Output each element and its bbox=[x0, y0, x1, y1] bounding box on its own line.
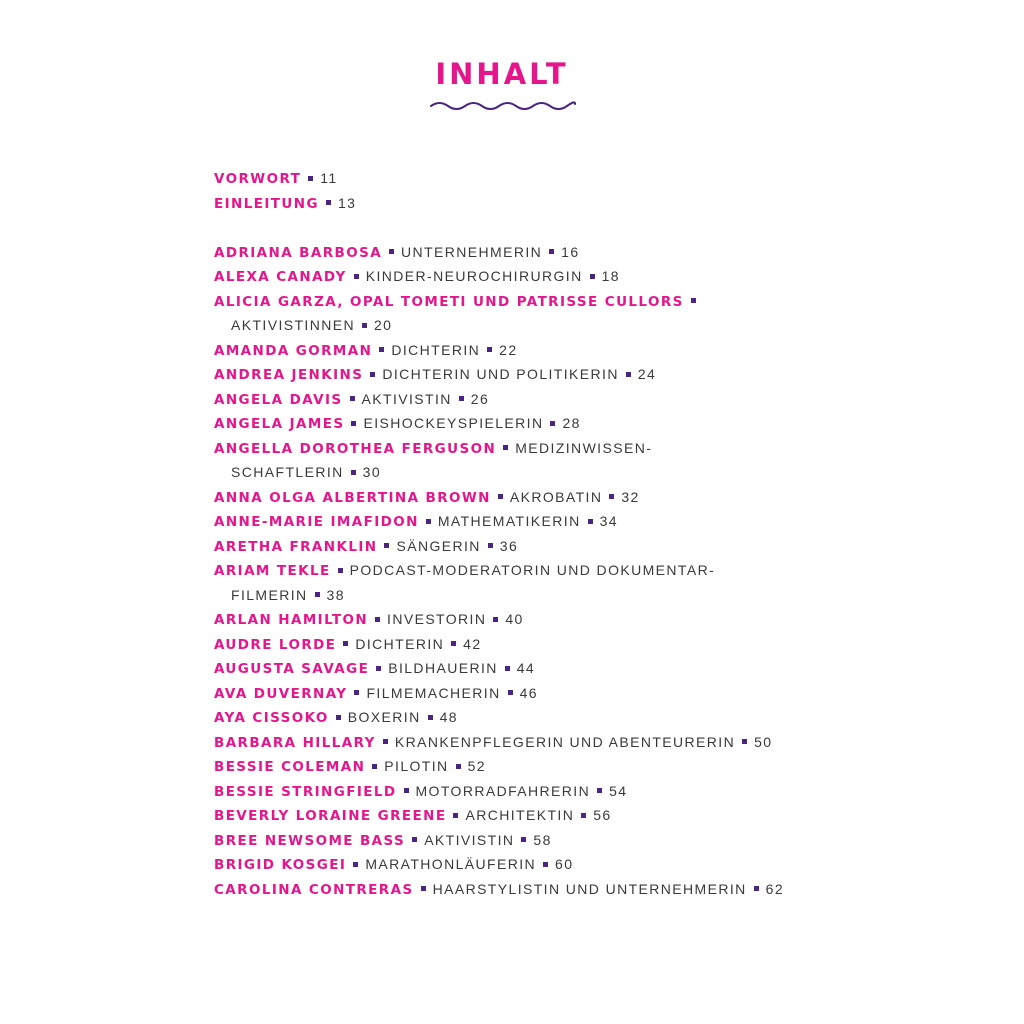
bullet-square bbox=[326, 200, 331, 205]
bullet-square bbox=[404, 788, 409, 793]
entry-name: ALEXA CANADY bbox=[214, 269, 347, 285]
entry-name: BREE NEWSOME BASS bbox=[214, 832, 406, 849]
bullet-square bbox=[338, 568, 343, 573]
entry-page: 52 bbox=[467, 758, 486, 774]
bullet-square bbox=[550, 421, 555, 426]
bullet-square bbox=[503, 445, 508, 450]
bullet-square bbox=[426, 519, 431, 524]
entry-name: ANNE-MARIE IMAFIDON bbox=[214, 514, 419, 530]
entry-page: 40 bbox=[505, 611, 524, 627]
entry-page: 56 bbox=[593, 807, 612, 823]
bullet-square bbox=[493, 617, 498, 622]
toc-entry bbox=[214, 362, 1014, 387]
bullet-square bbox=[487, 347, 492, 352]
entry-name: BESSIE COLEMAN bbox=[214, 759, 366, 775]
entry-page: 60 bbox=[555, 856, 574, 872]
bullet-square bbox=[581, 813, 586, 818]
entry-name: ADRIANA BARBOSA bbox=[214, 244, 383, 261]
bullet-square bbox=[488, 543, 493, 548]
bullet-square bbox=[521, 837, 526, 842]
toc-entry bbox=[214, 534, 1014, 559]
entry-profession: KINDER-NEUROCHIRURGIN bbox=[365, 268, 583, 284]
bullet-square bbox=[354, 690, 359, 695]
entry-page: 28 bbox=[562, 415, 581, 431]
toc-entry bbox=[214, 509, 1014, 534]
bullet-square bbox=[626, 372, 631, 377]
entry-page: 32 bbox=[621, 488, 640, 505]
entry-name: ANDREA JENKINS bbox=[214, 367, 364, 383]
toc-entry-continuation bbox=[214, 313, 1014, 338]
entry-name: ANGELLA DOROTHEA FERGUSON bbox=[214, 440, 497, 457]
entry-page: 50 bbox=[754, 733, 773, 750]
bullet-square bbox=[375, 617, 380, 622]
entry-page: 34 bbox=[599, 513, 618, 529]
bullet-square bbox=[343, 641, 348, 646]
toc-entry bbox=[214, 485, 1014, 510]
toc-entry bbox=[214, 852, 1014, 877]
toc-entry bbox=[214, 656, 1014, 681]
entry-profession: MATHEMATIKERIN bbox=[437, 513, 581, 529]
entry-name: AMANDA GORMAN bbox=[214, 342, 373, 359]
toc-entry bbox=[214, 436, 1014, 461]
entry-name: BEVERLY LORAINE GREENE bbox=[214, 808, 447, 824]
toc-entry bbox=[214, 191, 1014, 216]
bullet-square bbox=[597, 788, 602, 793]
toc-entry bbox=[214, 730, 1014, 755]
bullet-square bbox=[428, 715, 433, 720]
entry-profession: SÄNGERIN bbox=[396, 537, 481, 554]
toc-entry bbox=[214, 387, 1014, 412]
page-title: INHALT bbox=[435, 57, 569, 91]
section-gap bbox=[214, 215, 1014, 240]
entry-page: 30 bbox=[362, 464, 382, 480]
bullet-square bbox=[505, 666, 510, 671]
toc-entry bbox=[214, 338, 1014, 363]
bullet-square bbox=[588, 519, 593, 524]
entry-profession: MOTORRADFAHRERIN bbox=[415, 782, 591, 799]
entry-profession: EISHOCKEYSPIELERIN bbox=[363, 415, 544, 431]
entry-name: ARLAN HAMILTON bbox=[214, 612, 369, 628]
bullet-square bbox=[372, 764, 377, 769]
entry-profession: AKTIVISTIN bbox=[361, 390, 452, 407]
bullet-square bbox=[308, 176, 313, 181]
entry-name: ARETHA FRANKLIN bbox=[214, 538, 378, 555]
entry-name: ANNA OLGA ALBERTINA BROWN bbox=[214, 489, 491, 506]
bullet-square bbox=[336, 715, 341, 720]
bullet-square bbox=[362, 323, 367, 328]
bullet-square bbox=[451, 641, 456, 646]
entry-profession: AKROBATIN bbox=[509, 488, 603, 505]
entry-page: 16 bbox=[561, 243, 580, 260]
bullet-square bbox=[315, 592, 320, 597]
entry-profession: PILOTIN bbox=[384, 758, 449, 774]
toc-entry bbox=[214, 166, 1014, 191]
entry-page: 18 bbox=[601, 268, 620, 284]
bullet-square bbox=[549, 249, 554, 254]
toc-entry bbox=[214, 240, 1014, 265]
bullet-square bbox=[354, 274, 359, 279]
bullet-square bbox=[370, 372, 375, 377]
entry-name: AUDRE LORDE bbox=[214, 636, 337, 653]
entry-name: ARIAM TEKLE bbox=[214, 563, 331, 579]
entry-name: BARBARA HILLARY bbox=[214, 734, 376, 751]
bullet-square bbox=[590, 274, 595, 279]
bullet-square bbox=[498, 494, 503, 499]
entry-page: 58 bbox=[533, 831, 552, 848]
entry-name: AYA CISSOKO bbox=[214, 710, 329, 726]
toc-entry bbox=[214, 779, 1014, 804]
toc-entry bbox=[214, 705, 1014, 730]
toc-entry bbox=[214, 411, 1014, 436]
wavy-divider bbox=[430, 99, 576, 113]
bullet-square bbox=[754, 886, 759, 891]
entry-page: 11 bbox=[320, 170, 338, 186]
entry-profession: UNTERNEHMERIN bbox=[401, 243, 543, 260]
toc-entry bbox=[214, 289, 1014, 314]
bullet-square bbox=[384, 543, 389, 548]
entry-page: 54 bbox=[609, 782, 628, 799]
entry-profession: INVESTORIN bbox=[387, 611, 487, 627]
entry-profession: FILMEMACHERIN bbox=[366, 684, 501, 701]
bullet-square bbox=[508, 690, 513, 695]
bullet-square bbox=[543, 862, 548, 867]
entry-page: 46 bbox=[519, 684, 538, 701]
bullet-square bbox=[609, 494, 614, 499]
entry-profession: DICHTERIN UND POLITIKERIN bbox=[382, 366, 619, 382]
bullet-square bbox=[383, 739, 388, 744]
entry-profession: BOXERIN bbox=[347, 709, 421, 725]
toc-entry bbox=[214, 754, 1014, 779]
bullet-square bbox=[453, 813, 458, 818]
entry-profession: HAARSTYLISTIN UND UNTERNEHMERIN bbox=[432, 880, 747, 897]
entry-page: 22 bbox=[499, 341, 518, 358]
entry-name: AVA DUVERNAY bbox=[214, 685, 348, 702]
entry-page: 38 bbox=[326, 586, 345, 603]
bullet-square bbox=[421, 886, 426, 891]
bullet-square bbox=[376, 666, 381, 671]
toc-entry bbox=[214, 264, 1014, 289]
toc-entry bbox=[214, 607, 1014, 632]
bullet-square bbox=[456, 764, 461, 769]
entry-page: 48 bbox=[439, 709, 458, 725]
entry-profession: BILDHAUERIN bbox=[388, 660, 498, 676]
entry-page: 24 bbox=[637, 366, 657, 382]
bullet-square bbox=[412, 837, 417, 842]
bullet-square bbox=[691, 298, 696, 303]
entry-name: ANGELA DAVIS bbox=[214, 391, 343, 408]
entry-page: 13 bbox=[337, 194, 357, 211]
bullet-square bbox=[351, 421, 356, 426]
entry-profession-continued: FILMERIN bbox=[231, 586, 308, 603]
entry-name: VORWORT bbox=[214, 171, 302, 187]
entry-page: 62 bbox=[765, 880, 785, 897]
toc-entry-continuation bbox=[214, 583, 1014, 608]
bullet-square bbox=[459, 396, 464, 401]
entry-profession: ARCHITEKTIN bbox=[465, 807, 575, 823]
entry-profession: AKTIVISTIN bbox=[424, 831, 515, 848]
bullet-square bbox=[379, 347, 384, 352]
entry-name: ALICIA GARZA, OPAL TOMETI UND PATRISSE CULLORS bbox=[214, 293, 684, 310]
bullet-square bbox=[389, 249, 394, 254]
entry-profession-continued: AKTIVISTINNEN bbox=[231, 317, 355, 333]
toc-entry bbox=[214, 828, 1014, 853]
toc-entry-continuation bbox=[214, 460, 1014, 485]
entry-profession: MEDIZINWISSEN- bbox=[515, 439, 653, 456]
entry-page: 20 bbox=[374, 317, 393, 333]
entry-name: BESSIE STRINGFIELD bbox=[214, 783, 397, 800]
toc-entry bbox=[214, 558, 1014, 583]
entry-name: EINLEITUNG bbox=[214, 195, 319, 212]
entry-profession: DICHTERIN bbox=[391, 341, 481, 358]
toc-entry bbox=[214, 681, 1014, 706]
entry-name: ANGELA JAMES bbox=[214, 416, 345, 432]
entry-profession: PODCAST-MODERATORIN UND DOKUMENTAR- bbox=[349, 562, 716, 578]
entry-profession: DICHTERIN bbox=[355, 635, 445, 652]
entry-profession: KRANKENPFLEGERIN UND ABENTEURERIN bbox=[394, 733, 736, 750]
table-of-contents bbox=[214, 166, 1014, 901]
entry-name: BRIGID KOSGEI bbox=[214, 857, 347, 873]
entry-page: 42 bbox=[463, 635, 482, 652]
entry-profession-continued: SCHAFTLERIN bbox=[231, 464, 344, 480]
bullet-square bbox=[353, 862, 358, 867]
entry-name: CAROLINA CONTRERAS bbox=[214, 881, 414, 898]
entry-profession: MARATHONLÄUFERIN bbox=[365, 856, 537, 872]
entry-page: 26 bbox=[470, 390, 490, 407]
entry-name: AUGUSTA SAVAGE bbox=[214, 661, 370, 677]
toc-entry bbox=[214, 877, 1014, 902]
toc-entry bbox=[214, 803, 1014, 828]
entry-page: 36 bbox=[499, 537, 519, 554]
toc-entry bbox=[214, 632, 1014, 657]
bullet-square bbox=[742, 739, 747, 744]
entry-page: 44 bbox=[516, 660, 536, 676]
bullet-square bbox=[351, 470, 356, 475]
bullet-square bbox=[350, 396, 355, 401]
